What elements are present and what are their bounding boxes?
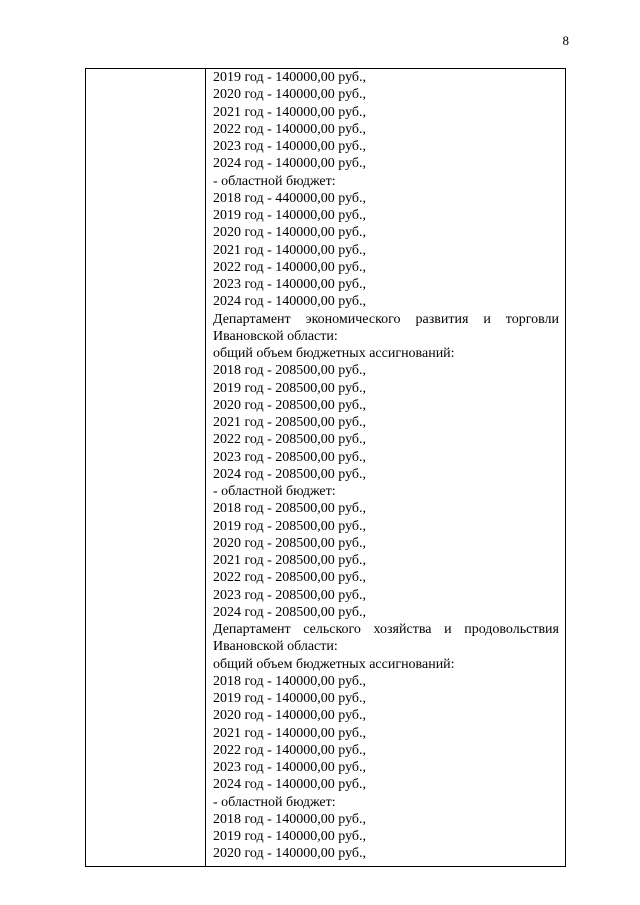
text-line: 2021 год - 140000,00 руб., [213, 104, 367, 120]
text-line: 2024 год - 140000,00 руб., [213, 294, 367, 310]
text-line: 2018 год - 208500,00 руб., [213, 363, 367, 379]
table-right-cell [206, 69, 565, 866]
text-line: 2021 год - 208500,00 руб., [213, 415, 367, 430]
text-line: - областной бюджет: [213, 794, 336, 810]
text-line: 2021 год - 208500,00 руб., [213, 553, 367, 568]
text-line: 2022 год - 208500,00 руб., [213, 570, 367, 586]
text-line: 2023 год - 208500,00 руб., [213, 449, 367, 465]
text-line: 2020 год - 208500,00 руб., [213, 535, 367, 551]
text-line: 2019 год - 208500,00 руб., [213, 518, 367, 534]
text-line: Ивановской области: [213, 639, 338, 655]
text-line: 2020 год - 140000,00 руб., [213, 708, 367, 724]
text-line: 2019 год - 140000,00 руб., [213, 70, 367, 85]
text-line: 2023 год - 208500,00 руб., [213, 587, 367, 603]
page-number: 8 [562, 33, 569, 48]
text-line: 2023 год - 140000,00 руб., [213, 277, 367, 292]
text-line: 2020 год - 140000,00 руб., [213, 846, 367, 862]
text-line: Департамент сельского хозяйства и продовольствия [213, 622, 559, 637]
text-line: 2018 год - 140000,00 руб., [213, 673, 367, 689]
text-line: 2021 год - 140000,00 руб., [213, 725, 367, 741]
text-line: 2022 год - 140000,00 руб., [213, 742, 367, 758]
text-line: 2020 год - 140000,00 руб., [213, 87, 367, 103]
text-line: Департамент экономического развития и торговли [213, 311, 559, 327]
text-line: - областной бюджет: [213, 484, 336, 499]
text-line: 2019 год - 140000,00 руб., [213, 829, 367, 844]
text-line: 2018 год - 140000,00 руб., [213, 811, 367, 827]
text-line: 2021 год - 140000,00 руб., [213, 242, 367, 258]
text-line: 2023 год - 140000,00 руб., [213, 760, 367, 775]
text-line: 2022 год - 140000,00 руб., [213, 121, 367, 137]
text-line: 2020 год - 140000,00 руб., [213, 225, 367, 241]
text-line: 2018 год - 440000,00 руб., [213, 190, 367, 206]
text-line: общий объем бюджетных ассигнований: [213, 656, 455, 672]
text-line: 2018 год - 208500,00 руб., [213, 501, 367, 517]
text-line: 2023 год - 140000,00 руб., [213, 139, 367, 154]
text-line: 2022 год - 140000,00 руб., [213, 259, 367, 275]
text-line: 2020 год - 208500,00 руб., [213, 397, 367, 413]
text-line: 2024 год - 208500,00 руб., [213, 466, 367, 482]
text-line: 2019 год - 140000,00 руб., [213, 691, 367, 706]
text-line: 2019 год - 140000,00 руб., [213, 208, 367, 223]
text-line: 2019 год - 208500,00 руб., [213, 380, 367, 396]
text-line: - областной бюджет: [213, 173, 336, 189]
text-line: 2024 год - 140000,00 руб., [213, 777, 367, 793]
budget-table [85, 68, 566, 867]
text-line: Ивановской области: [213, 328, 338, 344]
text-line: 2024 год - 140000,00 руб., [213, 156, 367, 172]
text-line: 2024 год - 208500,00 руб., [213, 604, 367, 620]
table-left-cell [86, 69, 206, 866]
text-line: 2022 год - 208500,00 руб., [213, 432, 367, 448]
text-line: общий объем бюджетных ассигнований: [213, 346, 455, 361]
